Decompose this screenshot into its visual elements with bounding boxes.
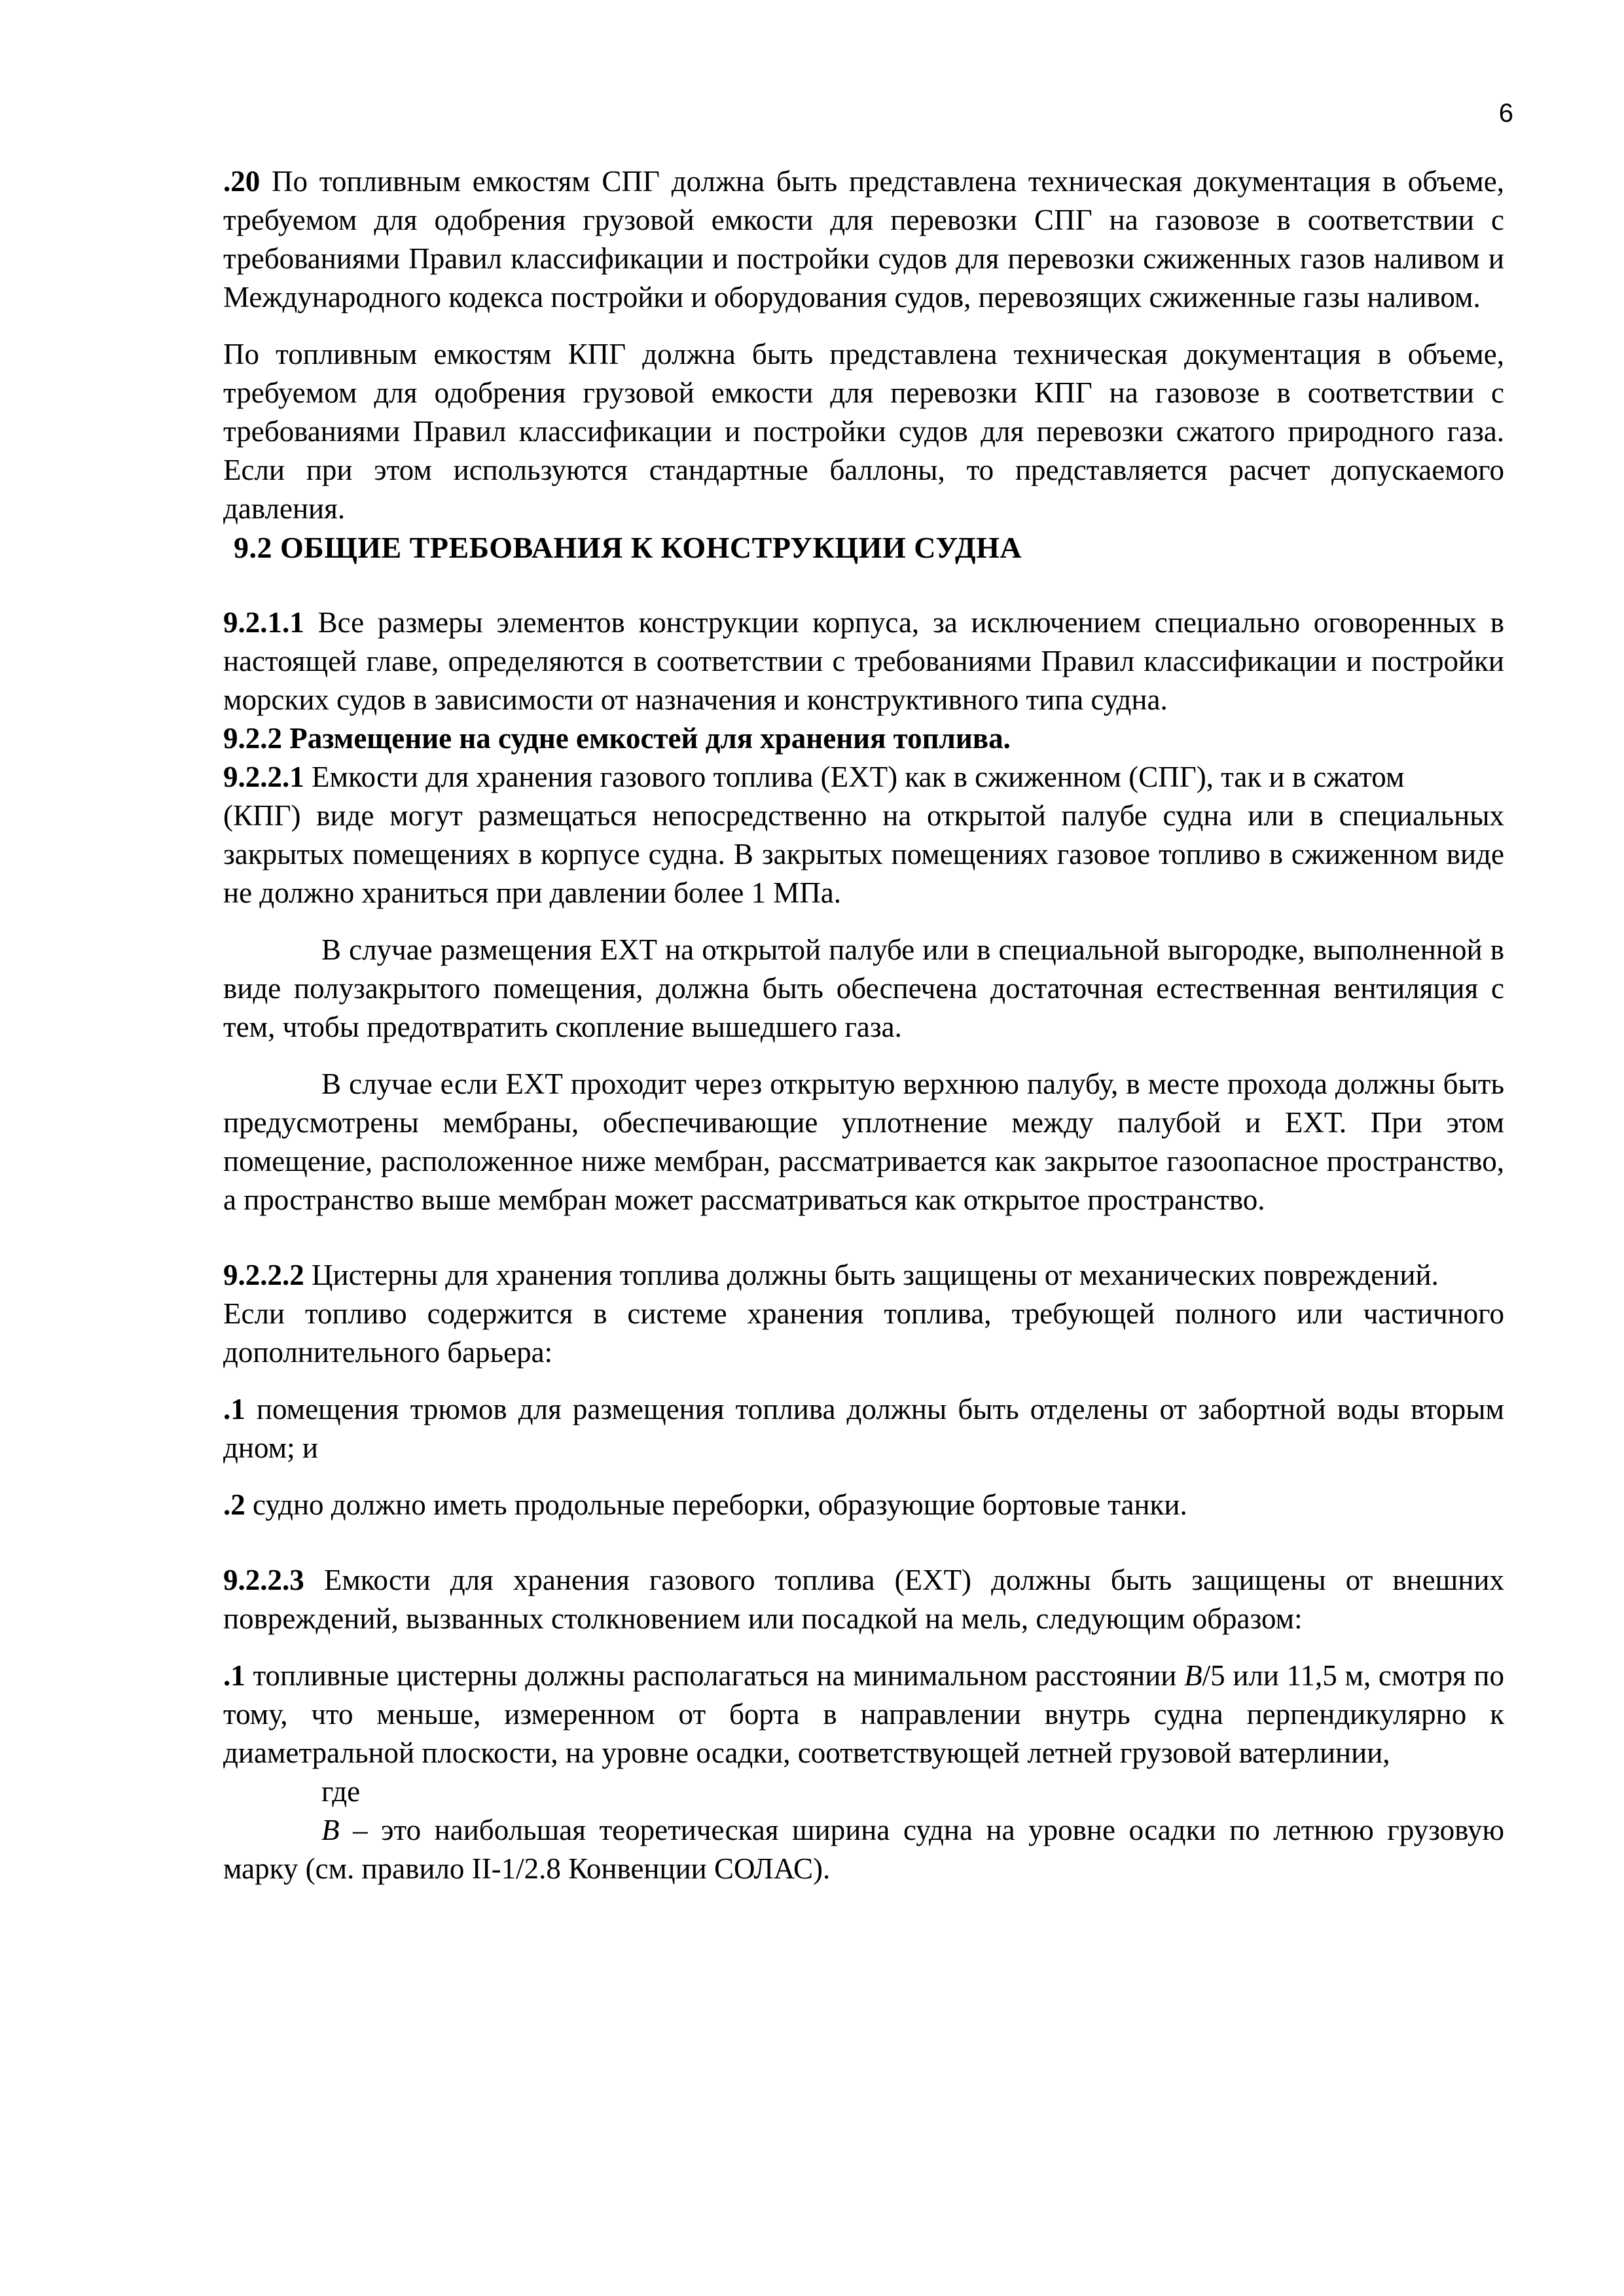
paragraph-9-2-2-2-number: 9.2.2.2 xyxy=(223,1259,304,1291)
where-line: где xyxy=(321,1775,361,1808)
paragraph-9-2-2-1-line1 xyxy=(223,758,1504,797)
definition-text: – это наибольшая теоретическая ширина судна на уровне осадки по летнюю грузовую марку (см. правило II-1/2.8 Конвенции СОЛАС). xyxy=(223,1814,1504,1885)
paragraph-9-2-2-3 xyxy=(223,1561,1504,1638)
list-item-1 xyxy=(223,1390,1504,1467)
definition-paragraph xyxy=(223,1811,1504,1888)
paragraph-9-2-1-1 xyxy=(223,603,1504,719)
list-item-1-text: помещения трюмов для размещения топлива должны быть отделены от забортной воды вторым дном; и xyxy=(223,1393,1504,1464)
paragraph-9-2-2-3-number: 9.2.2.3 xyxy=(223,1564,304,1596)
paragraph-9-2-1-1-number: 9.2.1.1 xyxy=(223,606,304,639)
paragraph-open-deck: В случае размещения ЕХТ на открытой палубе или в специальной выгородке, выполненной в виде полузакрытого помещения, должна быть обеспечена достаточная естественная вентиляция с тем, чтобы предотвратить скопление вышедшего газа. xyxy=(223,933,1504,1043)
paragraph-20 xyxy=(223,162,1504,317)
paragraph-9-2-2-1-line1-text: Емкости для хранения газового топлива (ЕХТ) как в сжиженном (СПГ), так и в сжатом xyxy=(304,761,1405,793)
list-item-3-number: .1 xyxy=(223,1659,245,1692)
list-item-2 xyxy=(223,1486,1504,1524)
section-heading: 9.2 ОБЩИЕ ТРЕБОВАНИЯ К КОНСТРУКЦИИ СУДНА xyxy=(234,531,1022,564)
list-item-2-number: .2 xyxy=(223,1488,245,1521)
list-item-1-number: .1 xyxy=(223,1393,245,1426)
list-item-2-text: судно должно иметь продольные переборки, образующие бортовые танки. xyxy=(245,1488,1187,1521)
paragraph-9-2-2-3-text: Емкости для хранения газового топлива (ЕХТ) должны быть защищены от внешних повреждений, вызванных столкновением или посадкой на мель, следующим образом: xyxy=(223,1564,1504,1635)
paragraph-9-2-2-1-line2: (КПГ) виде могут размещаться непосредственно на открытой палубе судна или в специальных закрытых помещениях в корпусе судна. В закрытых помещениях газовое топливо в сжиженном виде не должно храниться при давлении более 1 МПа. xyxy=(223,799,1504,909)
paragraph-9-2-2-2 xyxy=(223,1256,1504,1295)
paragraph-9-2-2-1-number: 9.2.2.1 xyxy=(223,761,304,793)
paragraph-membranes: В случае если ЕХТ проходит через открытую верхнюю палубу, в месте прохода должны быть предусмотрены мембраны, обеспечивающие уплотнение между палубой и ЕХТ. При этом помещение, расположенное ниже мембран, рассматривается как закрытое газоопасное пространство, а пространство выше мембран может рассматриваться как открытое пространство. xyxy=(223,1067,1504,1216)
list-item-3-variable: B xyxy=(1184,1659,1202,1692)
paragraph-20-text: По топливным емкостям СПГ должна быть представлена техническая документация в объеме, требуемом для одобрения грузовой емкости для перевозки СПГ на газовозе в соответствии с требованиями Правил классификации и постройки судов для перевозки сжиженных газов наливом и Международного кодекса постройки и оборудования судов, перевозящих сжиженные газы наливом. xyxy=(223,165,1504,314)
document-body xyxy=(223,162,1504,1888)
paragraph-9-2-1-1-text: Все размеры элементов конструкции корпуса, за исключением специально оговоренных в настоящей главе, определяются в соответствии с требованиями Правил классификации и постройки морских судов в зависимости от назначения и конструктивного типа судна. xyxy=(223,606,1504,716)
list-item-3-post: /5 или 11,5 м, смотря по тому, что меньше, измеренном от борта в направлении внутрь судна перпендикулярно к диаметральной плоскости, на уровне осадки, соответствующей летней грузовой ватерлинии, xyxy=(223,1659,1504,1769)
paragraph-kpg: По топливным емкостям КПГ должна быть представлена техническая документация в объеме, требуемом для одобрения грузовой емкости для перевозки КПГ на газовозе в соответствии с требованиями Правил классификации и постройки судов для перевозки сжатого природного газа. Если при этом используются стандартные баллоны, то представляется расчет допускаемого давления. xyxy=(223,338,1504,525)
list-item-3 xyxy=(223,1657,1504,1772)
definition-variable: B xyxy=(321,1814,340,1846)
paragraph-20-number: .20 xyxy=(223,165,261,198)
subsection-heading-9-2-2: 9.2.2 Размещение на судне емкостей для хранения топлива. xyxy=(223,722,1011,755)
list-item-3-pre: топливные цистерны должны располагаться на минимальном расстоянии xyxy=(245,1659,1185,1692)
paragraph-9-2-2-2-text: Цистерны для хранения топлива должны быть защищены от механических повреждений. xyxy=(304,1259,1439,1291)
page-number: 6 xyxy=(1498,99,1513,128)
paragraph-barrier: Если топливо содержится в системе хранения топлива, требующей полного или частичного дополнительного барьера: xyxy=(223,1297,1504,1369)
